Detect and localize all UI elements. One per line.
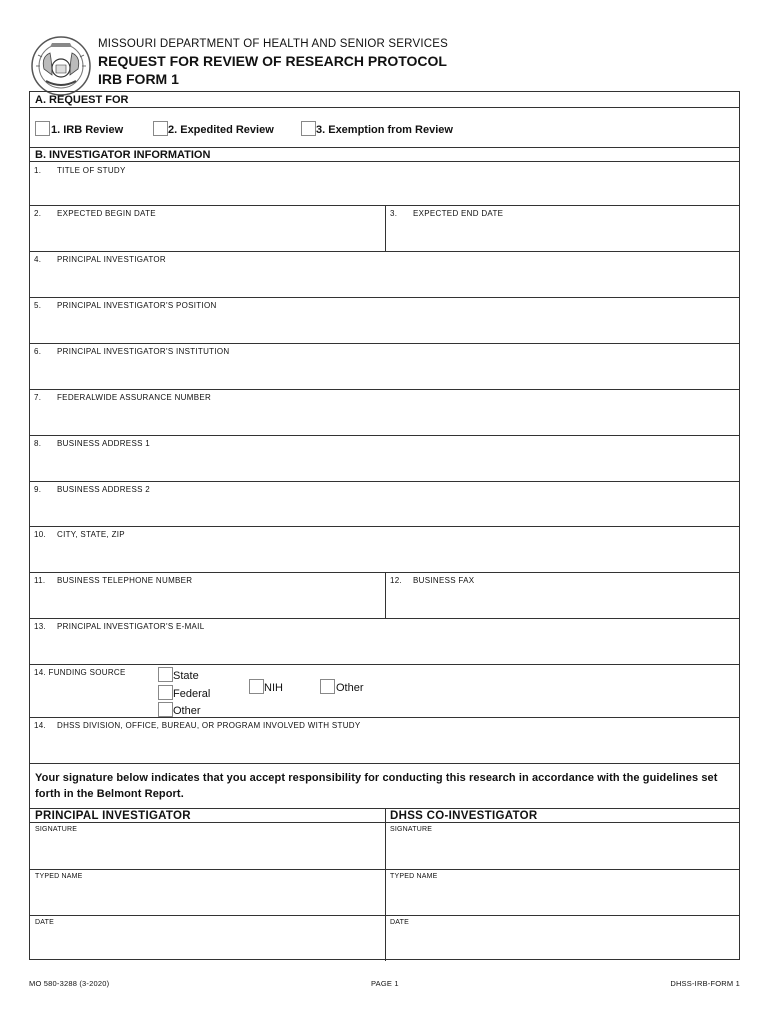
form-table [29,91,740,960]
irb-review-label: 1. IRB Review [51,124,124,136]
business-telephone-label: 11. BUSINESS TELEPHONE NUMBER [34,576,193,585]
responsibility-statement: Your signature below indicates that you accept responsibility for conducting this research in accordance with the guidelines set forth in the Belmont Report. [35,772,718,800]
pi-institution-label: 6. PRINCIPAL INVESTIGATOR'S INSTITUTION [34,347,230,356]
funding-other-label: Other [173,705,201,717]
funding-nih-checkbox[interactable] [249,679,264,694]
page-number: PAGE 1 [371,979,399,988]
business-address-2-label: 9. BUSINESS ADDRESS 2 [34,485,150,494]
expected-end-date-label: 3. EXPECTED END DATE [390,209,504,218]
funding-other-2-label: Other [336,682,364,694]
expected-begin-date-label: 2. EXPECTED BEGIN DATE [34,209,156,218]
expedited-review-checkbox[interactable] [153,121,168,136]
pi-email-label: 13. PRINCIPAL INVESTIGATOR'S E-MAIL [34,622,205,631]
funding-state-label: State [173,670,199,682]
business-fax-label: 12. BUSINESS FAX [390,576,475,585]
co-date-label: DATE [390,919,409,926]
title-of-study-label: 1. TITLE OF STUDY [34,166,126,175]
funding-other-checkbox[interactable] [158,702,173,717]
funding-source-label: 14. FUNDING SOURCE [34,668,126,677]
pi-typed-name-label: TYPED NAME [35,873,83,880]
exemption-review-label: 3. Exemption from Review [316,124,453,136]
irb-review-checkbox[interactable] [35,121,50,136]
exemption-review-checkbox[interactable] [301,121,316,136]
section-b-heading: B. INVESTIGATOR INFORMATION [35,149,211,161]
agency-name: MISSOURI DEPARTMENT OF HEALTH AND SENIOR SERVICES [98,38,448,50]
dhss-division-label: 14. DHSS DIVISION, OFFICE, BUREAU, OR PROGRAM INVOLVED WITH STUDY [34,721,361,730]
funding-federal-label: Federal [173,688,211,700]
principal-investigator-label: 4. PRINCIPAL INVESTIGATOR [34,255,166,264]
form-title: REQUEST FOR REVIEW OF RESEARCH PROTOCOL [98,53,447,69]
pi-signature-label: SIGNATURE [35,826,78,833]
funding-other-2-checkbox[interactable] [320,679,335,694]
expedited-review-label: 2. Expedited Review [168,124,274,136]
section-a-heading: A. REQUEST FOR [35,94,129,106]
form-id: DHSS-IRB-FORM 1 [670,979,740,988]
federalwide-assurance-label: 7. FEDERALWIDE ASSURANCE NUMBER [34,393,212,402]
missouri-state-seal-icon [30,35,92,97]
city-state-zip-label: 10. CITY, STATE, ZIP [34,530,125,539]
funding-state-checkbox[interactable] [158,667,173,682]
pi-date-label: DATE [35,919,54,926]
pi-position-label: 5. PRINCIPAL INVESTIGATOR'S POSITION [34,301,217,310]
dhss-co-investigator-heading: DHSS CO-INVESTIGATOR [390,810,538,822]
form-subtitle: IRB FORM 1 [98,71,179,87]
co-typed-name-label: TYPED NAME [390,873,438,880]
funding-federal-checkbox[interactable] [158,685,173,700]
principal-investigator-heading: PRINCIPAL INVESTIGATOR [35,810,191,822]
co-signature-label: SIGNATURE [390,826,433,833]
business-address-1-label: 8. BUSINESS ADDRESS 1 [34,439,150,448]
form-number: MO 580-3288 (3-2020) [29,979,110,988]
funding-nih-label: NIH [264,682,283,694]
